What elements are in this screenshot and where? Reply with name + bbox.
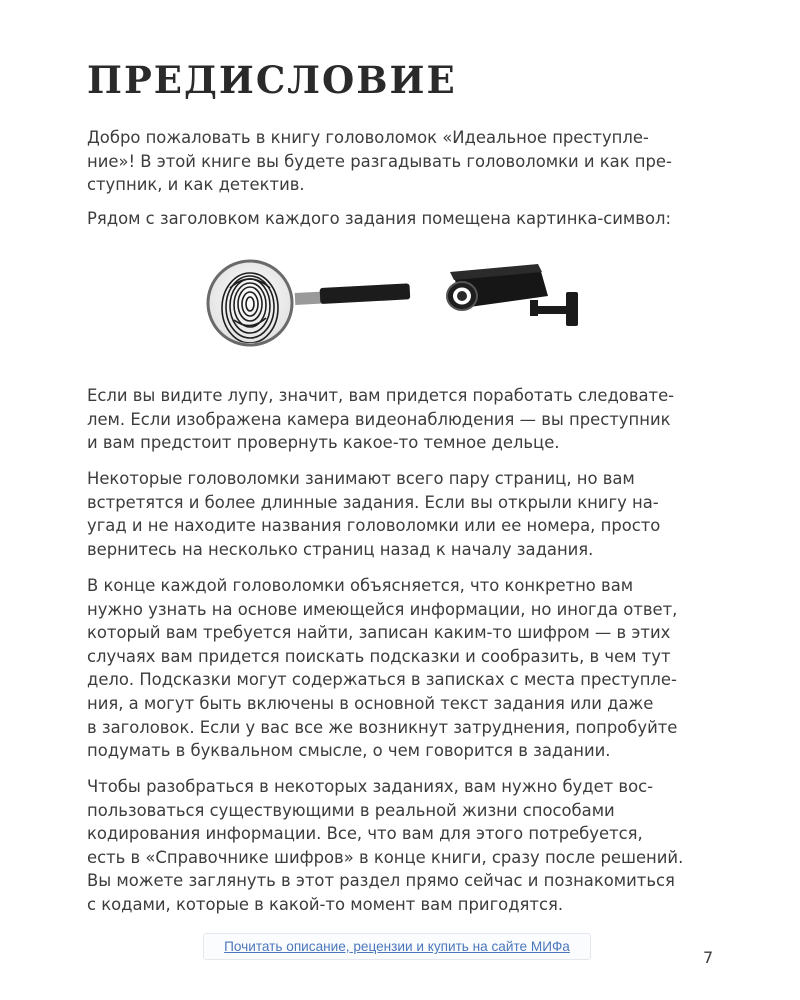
paragraph-puzzle-length — [87, 467, 713, 561]
text-line: ние»! В этой книге вы будете разгадывать головоломки и как пре- — [87, 151, 672, 171]
text-line: В конце каждой головоломки объясняется, что конкретно вам — [87, 576, 634, 595]
text-line: с кодами, которые в какой-то момент вам пригодятся. — [87, 894, 564, 914]
text-line: Если вы видите лупу, значит, вам придется поработать следовате- — [87, 386, 675, 405]
paragraph-cipher-reference — [87, 775, 713, 917]
text-line: встретятся и более длинные задания. Если вы открыли книгу на- — [87, 492, 659, 512]
text-line: Добро пожаловать в книгу головоломок «Идеальное преступле- — [87, 128, 649, 147]
text-line: который вам требуется найти, записан каким-то шифром — в этих — [87, 623, 671, 643]
paragraph-welcome — [87, 126, 713, 197]
text-line: вернитесь на несколько страниц назад к началу задания. — [87, 539, 594, 559]
text-line: нужно узнать на основе имеющейся информации, но иногда ответ, — [87, 599, 678, 619]
page-number: 7 — [703, 948, 714, 967]
paragraph-hints — [87, 574, 713, 763]
text-line: кодирования информации. Все, что вам для этого потребуется, — [87, 824, 643, 844]
text-line: случаях вам придется поискать подсказки и сообразить, в чем тут — [87, 646, 671, 666]
text-line: дело. Подсказки могут содержаться в записках с места преступле- — [87, 670, 677, 690]
text-line: Вы можете заглянуть в этот раздел прямо сейчас и познакомиться — [87, 871, 675, 891]
magnifier-fingerprint-icon — [200, 258, 415, 348]
text-line: угад и не находите названия головоломки или ее номера, просто — [87, 516, 661, 536]
text-line: Некоторые головоломки занимают всего пару страниц, но вам — [87, 469, 635, 488]
text-line: лем. Если изображена камера видеонаблюдения — вы преступник — [87, 409, 671, 429]
text-line: есть в «Справочнике шифров» в конце книги, сразу после решений. — [87, 847, 684, 867]
text-line: ния, а могут быть включены в основной текст задания или даже — [87, 693, 654, 713]
paragraph-symbol-meaning — [87, 384, 713, 455]
text-line: подумать в буквальном смысле, о чем говорится в задании. — [87, 741, 611, 761]
paragraph-symbol-intro — [87, 207, 713, 231]
buy-on-mif-link[interactable]: Почитать описание, рецензии и купить на сайте МИФа — [203, 933, 591, 960]
text-line: пользоваться существующими в реальной жизни способами — [87, 800, 615, 820]
text-line: Рядом с заголовком каждого задания помещена картинка-символ: — [87, 209, 671, 228]
text-line: ступник, и как детектив. — [87, 175, 305, 195]
text-line: и вам предстоит провернуть какое-то темное дельце. — [87, 433, 560, 453]
security-camera-icon — [440, 262, 585, 334]
page-title: ПРЕДИСЛОВИЕ — [87, 58, 457, 102]
text-line: в заголовок. Если у вас все же возникнут затруднения, попробуйте — [87, 717, 678, 737]
text-line: Чтобы разобраться в некоторых заданиях, вам нужно будет вос- — [87, 777, 654, 796]
